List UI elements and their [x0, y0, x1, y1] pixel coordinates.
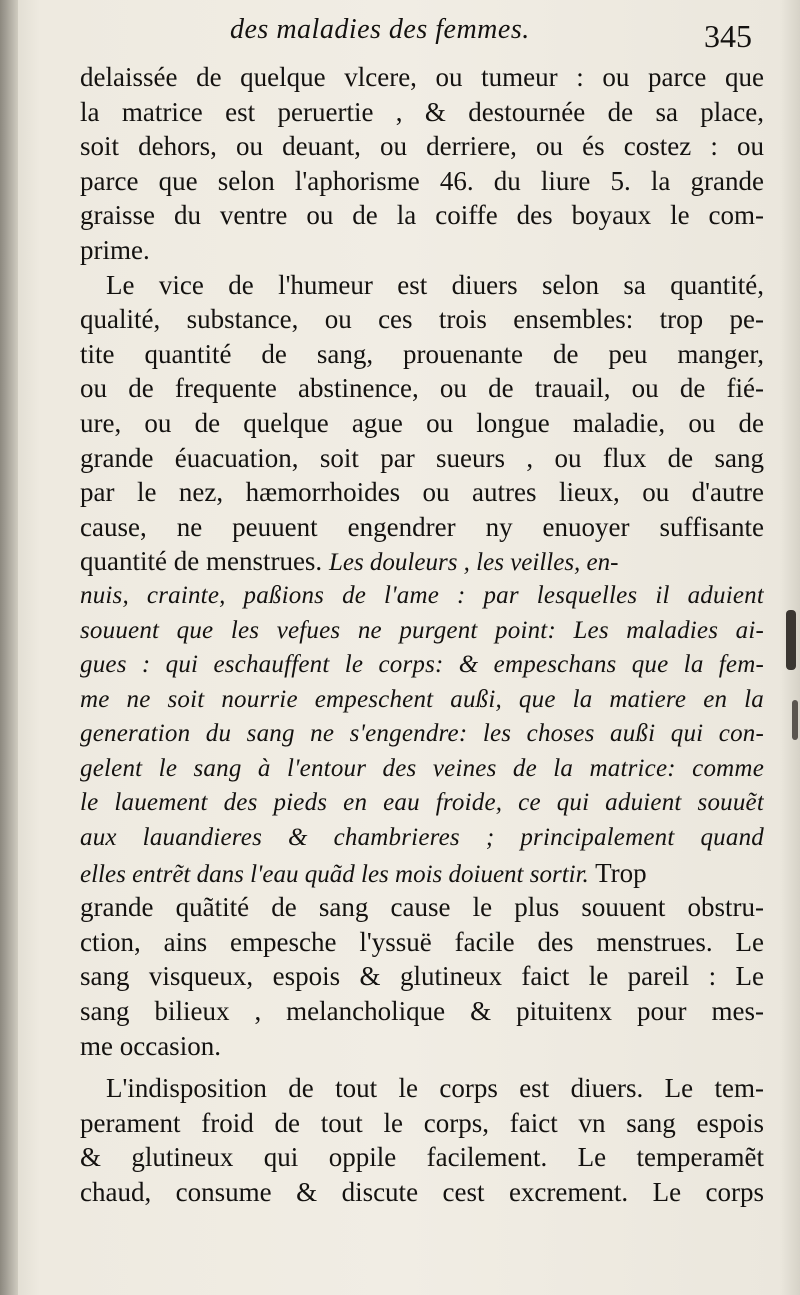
italic-line: me ne soit nourrie empeschent außi, que la matiere en la	[80, 685, 764, 713]
text-line: delaissée de quelque vlcere, ou tumeur : ou parce que	[80, 62, 764, 92]
margin-ink-mark	[786, 610, 796, 670]
text-line: graisse du ventre ou de la coiffe des boyaux le com-	[80, 200, 764, 231]
italic-line: generation du sang ne s'engendre: les choses außi qui con-	[80, 720, 764, 748]
text-line: la matrice est peruertie , & destournée de sa place,	[80, 96, 764, 127]
text-line: prime.	[80, 234, 150, 265]
text-line: perament froid de tout le corps, faict vn sang espois	[80, 1107, 764, 1138]
page-header	[80, 14, 760, 58]
text-line: par le nez, hæmorrhoides ou autres lieux, ou d'autre	[80, 477, 764, 508]
text-line: ou de frequente abstinence, ou de trauail, ou de fié-	[80, 373, 764, 404]
margin-ink-mark	[792, 700, 798, 740]
running-title: des maladies des femmes.	[230, 14, 530, 45]
text-line: soit dehors, ou deuant, ou derriere, ou és costez : ou	[80, 131, 764, 162]
text-line: qualité, substance, ou ces trois ensembles: trop pe-	[80, 304, 764, 335]
text-segment: quantité de menstrues.	[80, 546, 323, 577]
italic-line: souuent que les vefues ne purgent point: Les maladies ai-	[80, 616, 764, 644]
italic-line: gues : qui eschauffent le corps: & empeschans que la fem-	[80, 651, 764, 679]
italic-segment: Les douleurs , les veilles, en-	[328, 549, 619, 577]
text-line: grande éuacuation, soit par sueurs , ou flux de sang	[80, 442, 764, 473]
page-number: 345	[704, 18, 752, 54]
text-line: grande quãtité de sang cause le plus souuent obstru-	[80, 892, 764, 923]
text-line: Le vice de l'humeur est diuers selon sa quantité,	[106, 269, 764, 300]
italic-line: le lauement des pieds en eau froide, ce qui aduient souuẽt	[80, 789, 764, 817]
text-line: & glutineux qui oppile facilement. Le temperamẽt	[80, 1142, 764, 1173]
text-line: chaud, consume & discute cest excrement. Le corps	[80, 1177, 764, 1207]
text-line: me occasion.	[80, 1030, 221, 1061]
text-line: tite quantité de sang, prouenante de peu manger,	[80, 338, 764, 369]
text-line: sang visqueux, espois & glutineux faict le pareil : Le	[80, 961, 764, 992]
body-text	[80, 60, 764, 1210]
text-line	[80, 856, 764, 891]
italic-line: gelent le sang à l'entour des veines de la matrice: comme	[80, 754, 764, 782]
text-line: ure, ou de quelque ague ou longue maladie, ou de	[80, 407, 764, 438]
text-line: sang bilieux , melancholique & pituitenx pour mes-	[80, 996, 764, 1027]
text-line: parce que selon l'aphorisme 46. du liure 5. la grande	[80, 165, 764, 196]
text-line: cause, ne peuuent engendrer ny enuoyer suffisante	[80, 511, 764, 542]
page-gutter-shadow	[0, 0, 18, 1295]
italic-line: aux lauandieres & chambrieres ; principalement quand	[80, 824, 764, 852]
text-line: ction, ains empesche l'yssuë facile des menstrues. Le	[80, 926, 764, 957]
text-line	[80, 544, 764, 579]
italic-segment: elles entrẽt dans l'eau quãd les mois doiuent sortir.	[80, 860, 589, 888]
italic-line: nuis, crainte, paßions de l'ame : par lesquelles il aduient	[80, 581, 764, 609]
text-line: L'indisposition de tout le corps est diuers. Le tem-	[106, 1073, 764, 1104]
text-segment: Trop	[595, 857, 647, 888]
